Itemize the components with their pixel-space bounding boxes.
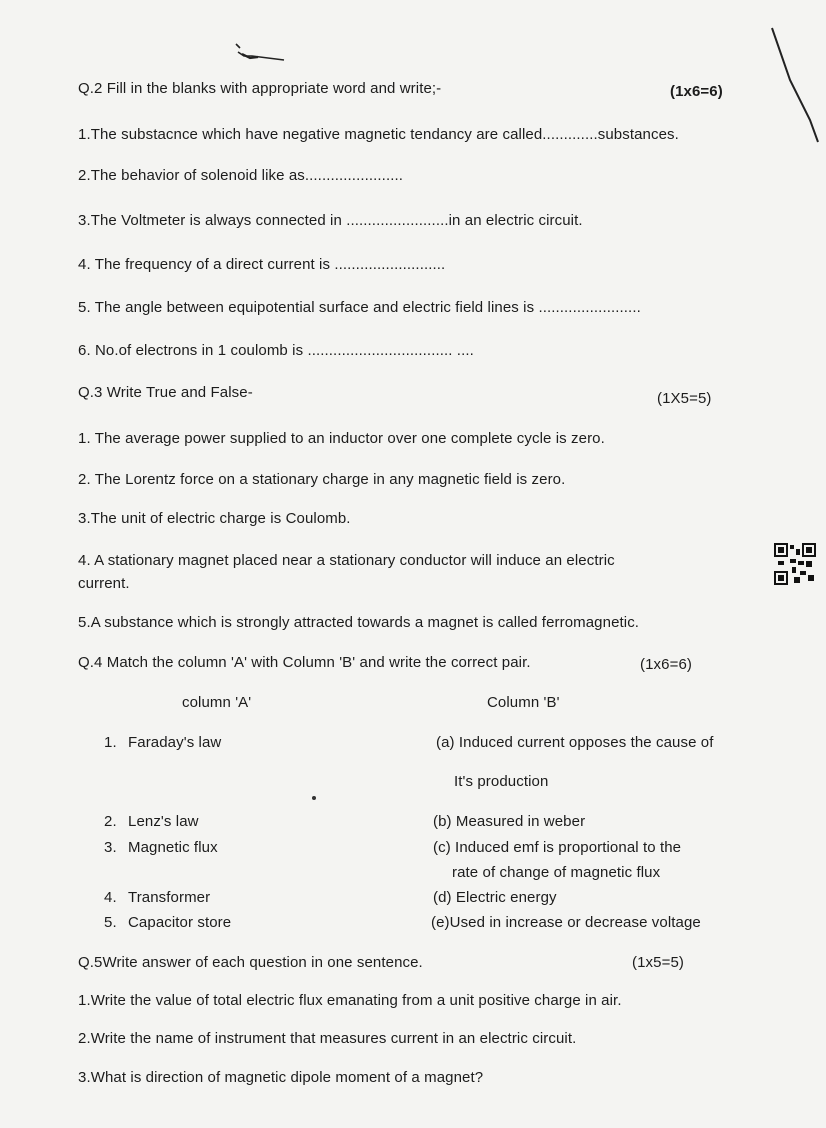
q3-item-3: 3.The unit of electric charge is Coulomb.	[78, 510, 351, 527]
q4-a-num-5: 5.	[104, 914, 117, 931]
q4-a-num-4: 4.	[104, 889, 117, 906]
q2-item-2: 2.The behavior of solenoid like as.......................	[78, 167, 404, 184]
q3-marks: (1X5=5)	[657, 390, 712, 407]
q4-a-text-4: Transformer	[128, 889, 211, 906]
q3-item-4: 4. A stationary magnet placed near a stationary conductor will induce an electric	[78, 552, 615, 569]
page-edge-line	[760, 20, 826, 150]
q2-item-1: 1.The substacnce which have negative magnetic tendancy are called.............substances.	[78, 126, 679, 143]
q4-a-text-3: Magnetic flux	[128, 839, 218, 856]
q4-a-text-5: Capacitor store	[128, 914, 232, 931]
q4-b-item-c-cont: rate of change of magnetic flux	[452, 864, 661, 881]
q4-a-num-1: 1.	[104, 734, 117, 751]
q3-heading: Q.3 Write True and False-	[78, 384, 253, 401]
q4-marks: (1x6=6)	[640, 656, 692, 673]
q2-item-3: 3.The Voltmeter is always connected in ........................in an electric circuit.	[78, 212, 583, 229]
q4-b-item-c: (c) Induced emf is proportional to the	[433, 839, 682, 856]
qr-code	[774, 543, 816, 585]
q3-item-5: 5.A substance which is strongly attracted towards a magnet is called ferromagnetic.	[78, 614, 640, 631]
scribble-mark	[232, 42, 288, 68]
q2-item-4: 4. The frequency of a direct current is ..........................	[78, 256, 446, 273]
q2-item-5: 5. The angle between equipotential surface and electric field lines is ........................	[78, 299, 641, 316]
q4-col-b-header: Column 'B'	[487, 694, 560, 711]
q4-col-a-header: column 'A'	[182, 694, 252, 711]
q4-b-item-d: (d) Electric energy	[433, 889, 557, 906]
q4-a-num-3: 3.	[104, 839, 117, 856]
q3-item-4-cont: current.	[78, 575, 130, 592]
q2-marks: (1x6=6)	[670, 83, 723, 100]
q5-item-1: 1.Write the value of total electric flux emanating from a unit positive charge in air.	[78, 992, 622, 1009]
stray-dot	[312, 796, 316, 800]
q5-marks: (1x5=5)	[632, 954, 684, 971]
q5-heading: Q.5Write answer of each question in one sentence.	[78, 954, 423, 971]
q4-a-num-2: 2.	[104, 813, 117, 830]
q4-b-item-e: (e)Used in increase or decrease voltage	[431, 914, 701, 931]
q2-heading: Q.2 Fill in the blanks with appropriate word and write;-	[78, 80, 442, 97]
q4-b-item-a-cont: It's production	[454, 773, 549, 790]
q4-a-text-2: Lenz's law	[128, 813, 199, 830]
q4-b-item-a: (a) Induced current opposes the cause of	[436, 734, 714, 751]
q4-a-text-1: Faraday's law	[128, 734, 222, 751]
q4-b-item-b: (b) Measured in weber	[433, 813, 586, 830]
q3-item-2: 2. The Lorentz force on a stationary charge in any magnetic field is zero.	[78, 471, 566, 488]
q4-heading: Q.4 Match the column 'A' with Column 'B' and write the correct pair.	[78, 654, 531, 671]
q3-item-1: 1. The average power supplied to an inductor over one complete cycle is zero.	[78, 430, 605, 447]
q5-item-3: 3.What is direction of magnetic dipole moment of a magnet?	[78, 1069, 484, 1086]
q2-item-6: 6. No.of electrons in 1 coulomb is .................................. ....	[78, 342, 474, 359]
q5-item-2: 2.Write the name of instrument that measures current in an electric circuit.	[78, 1030, 577, 1047]
